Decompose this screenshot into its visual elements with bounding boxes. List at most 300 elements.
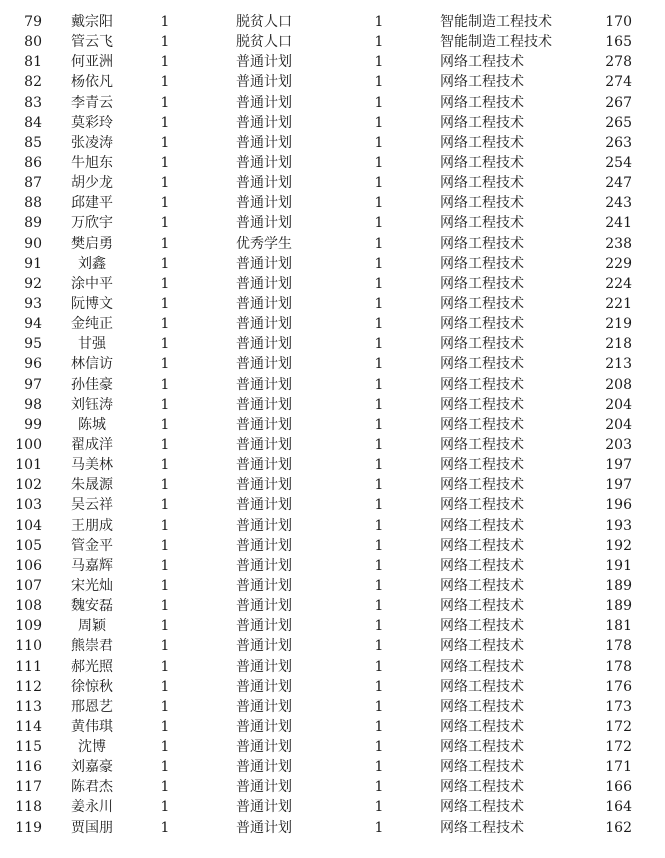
row-number: 115 <box>15 739 42 756</box>
row-number: 81 <box>24 54 42 71</box>
table-row <box>0 415 665 435</box>
major-name: 网络工程技术 <box>440 336 524 353</box>
admission-type: 普通计划 <box>236 134 292 151</box>
student-name: 胡少龙 <box>71 175 113 192</box>
table-row <box>0 717 665 737</box>
admission-type: 普通计划 <box>236 718 292 735</box>
major-name: 网络工程技术 <box>440 577 524 594</box>
score: 192 <box>605 537 632 554</box>
count-b: 1 <box>374 557 384 574</box>
table-row <box>0 12 665 32</box>
row-number: 83 <box>24 94 42 111</box>
major-name: 网络工程技术 <box>440 215 524 232</box>
score: 213 <box>605 356 632 373</box>
count-a: 1 <box>160 54 170 71</box>
table-row <box>0 657 665 677</box>
student-name: 沈博 <box>78 739 106 756</box>
table-row <box>0 254 665 274</box>
table-row <box>0 72 665 92</box>
table-row <box>0 173 665 193</box>
admission-type: 普通计划 <box>236 54 292 71</box>
student-name: 熊崇君 <box>71 638 113 655</box>
student-name: 戴宗阳 <box>71 14 113 30</box>
table-row <box>0 576 665 596</box>
row-number: 84 <box>24 114 42 131</box>
count-b: 1 <box>374 819 384 836</box>
admission-type: 普通计划 <box>236 336 292 353</box>
row-number: 88 <box>24 195 42 212</box>
admission-type: 普通计划 <box>236 598 292 615</box>
student-name: 翟成洋 <box>71 436 113 453</box>
major-name: 网络工程技术 <box>440 54 524 71</box>
row-number: 90 <box>24 235 42 252</box>
score: 171 <box>605 759 632 776</box>
major-name: 网络工程技术 <box>440 114 524 131</box>
score: 197 <box>605 477 632 494</box>
table-row <box>0 354 665 374</box>
admission-type: 普通计划 <box>236 678 292 695</box>
count-b: 1 <box>374 195 384 212</box>
major-name: 网络工程技术 <box>440 154 524 171</box>
count-a: 1 <box>160 658 170 675</box>
row-number: 95 <box>24 336 42 353</box>
count-a: 1 <box>160 517 170 534</box>
admission-type: 脱贫人口 <box>236 14 292 30</box>
score: 178 <box>605 638 632 655</box>
admission-type: 普通计划 <box>236 114 292 131</box>
major-name: 网络工程技术 <box>440 416 524 433</box>
count-b: 1 <box>374 779 384 796</box>
count-a: 1 <box>160 638 170 655</box>
row-number: 104 <box>15 517 42 534</box>
major-name: 网络工程技术 <box>440 74 524 91</box>
table-row <box>0 334 665 354</box>
count-a: 1 <box>160 154 170 171</box>
count-a: 1 <box>160 295 170 312</box>
admission-type: 普通计划 <box>236 356 292 373</box>
admission-type: 普通计划 <box>236 316 292 333</box>
row-number: 102 <box>15 477 42 494</box>
row-number: 94 <box>24 316 42 333</box>
table-row <box>0 677 665 697</box>
student-name: 邱建平 <box>71 195 113 212</box>
table-row <box>0 536 665 556</box>
count-a: 1 <box>160 316 170 333</box>
row-number: 100 <box>15 436 42 453</box>
count-a: 1 <box>160 759 170 776</box>
score: 170 <box>605 14 632 30</box>
table-row <box>0 757 665 777</box>
score: 162 <box>605 819 632 836</box>
row-number: 106 <box>15 557 42 574</box>
count-a: 1 <box>160 678 170 695</box>
row-number: 91 <box>24 255 42 272</box>
admission-list-table <box>0 12 665 838</box>
student-name: 金纯正 <box>71 316 113 333</box>
row-number: 101 <box>15 457 42 474</box>
table-row <box>0 93 665 113</box>
count-b: 1 <box>374 759 384 776</box>
student-name: 陈君杰 <box>71 779 113 796</box>
table-row <box>0 516 665 536</box>
score: 254 <box>605 154 632 171</box>
row-number: 79 <box>24 14 42 30</box>
row-number: 113 <box>15 698 42 715</box>
student-name: 吴云祥 <box>71 497 113 514</box>
count-b: 1 <box>374 416 384 433</box>
table-row <box>0 113 665 133</box>
score: 178 <box>605 658 632 675</box>
score: 172 <box>605 718 632 735</box>
count-a: 1 <box>160 215 170 232</box>
row-number: 119 <box>15 819 42 836</box>
row-number: 116 <box>15 759 42 776</box>
score: 189 <box>605 577 632 594</box>
score: 197 <box>605 457 632 474</box>
score: 172 <box>605 739 632 756</box>
score: 267 <box>605 94 632 111</box>
count-b: 1 <box>374 356 384 373</box>
admission-type: 普通计划 <box>236 577 292 594</box>
student-name: 林信访 <box>71 356 113 373</box>
count-b: 1 <box>374 376 384 393</box>
row-number: 114 <box>15 718 42 735</box>
count-b: 1 <box>374 457 384 474</box>
table-row <box>0 596 665 616</box>
major-name: 网络工程技术 <box>440 376 524 393</box>
score: 189 <box>605 598 632 615</box>
count-b: 1 <box>374 74 384 91</box>
admission-type: 普通计划 <box>236 759 292 776</box>
count-a: 1 <box>160 457 170 474</box>
student-name: 徐惊秋 <box>71 678 113 695</box>
major-name: 网络工程技术 <box>440 255 524 272</box>
count-a: 1 <box>160 175 170 192</box>
count-a: 1 <box>160 134 170 151</box>
count-b: 1 <box>374 336 384 353</box>
student-name: 张凌涛 <box>71 134 113 151</box>
student-name: 马美林 <box>71 457 113 474</box>
admission-type: 普通计划 <box>236 255 292 272</box>
count-a: 1 <box>160 114 170 131</box>
student-name: 涂中平 <box>71 275 113 292</box>
score: 219 <box>605 316 632 333</box>
table-row <box>0 475 665 495</box>
count-b: 1 <box>374 497 384 514</box>
major-name: 网络工程技术 <box>440 396 524 413</box>
table-row <box>0 455 665 475</box>
score: 166 <box>605 779 632 796</box>
table-row <box>0 495 665 515</box>
row-number: 105 <box>15 537 42 554</box>
admission-type: 优秀学生 <box>236 235 292 252</box>
admission-type: 普通计划 <box>236 175 292 192</box>
student-name: 贾国朋 <box>71 819 113 836</box>
student-name: 魏安磊 <box>71 598 113 615</box>
row-number: 87 <box>24 175 42 192</box>
admission-type: 普通计划 <box>236 477 292 494</box>
count-b: 1 <box>374 436 384 453</box>
count-b: 1 <box>374 215 384 232</box>
row-number: 92 <box>24 275 42 292</box>
major-name: 网络工程技术 <box>440 436 524 453</box>
major-name: 智能制造工程技术 <box>440 14 552 30</box>
student-name: 阮博文 <box>71 295 113 312</box>
student-name: 甘强 <box>78 336 106 353</box>
score: 274 <box>605 74 632 91</box>
score: 238 <box>605 235 632 252</box>
table-row <box>0 737 665 757</box>
row-number: 108 <box>15 598 42 615</box>
count-b: 1 <box>374 34 384 51</box>
table-row <box>0 797 665 817</box>
major-name: 网络工程技术 <box>440 356 524 373</box>
count-a: 1 <box>160 618 170 635</box>
count-a: 1 <box>160 477 170 494</box>
row-number: 80 <box>24 34 42 51</box>
score: 263 <box>605 134 632 151</box>
table-row <box>0 133 665 153</box>
admission-type: 普通计划 <box>236 658 292 675</box>
count-b: 1 <box>374 598 384 615</box>
major-name: 网络工程技术 <box>440 739 524 756</box>
count-b: 1 <box>374 235 384 252</box>
student-name: 刘钰涛 <box>71 396 113 413</box>
major-name: 智能制造工程技术 <box>440 34 552 51</box>
count-b: 1 <box>374 396 384 413</box>
table-row <box>0 294 665 314</box>
count-a: 1 <box>160 557 170 574</box>
admission-type: 普通计划 <box>236 416 292 433</box>
count-b: 1 <box>374 618 384 635</box>
major-name: 网络工程技术 <box>440 658 524 675</box>
count-b: 1 <box>374 739 384 756</box>
student-name: 万欣宇 <box>71 215 113 232</box>
count-a: 1 <box>160 598 170 615</box>
row-number: 111 <box>15 658 42 675</box>
student-name: 刘嘉豪 <box>71 759 113 776</box>
student-name: 黄伟琪 <box>71 718 113 735</box>
table-row <box>0 274 665 294</box>
count-a: 1 <box>160 376 170 393</box>
score: 229 <box>605 255 632 272</box>
major-name: 网络工程技术 <box>440 134 524 151</box>
count-b: 1 <box>374 477 384 494</box>
count-b: 1 <box>374 275 384 292</box>
admission-type: 普通计划 <box>236 94 292 111</box>
count-a: 1 <box>160 235 170 252</box>
table-row <box>0 193 665 213</box>
score: 196 <box>605 497 632 514</box>
admission-type: 普通计划 <box>236 457 292 474</box>
count-b: 1 <box>374 517 384 534</box>
admission-type: 普通计划 <box>236 215 292 232</box>
count-a: 1 <box>160 819 170 836</box>
admission-type: 普通计划 <box>236 396 292 413</box>
score: 165 <box>605 34 632 51</box>
count-b: 1 <box>374 14 384 30</box>
count-a: 1 <box>160 698 170 715</box>
count-a: 1 <box>160 739 170 756</box>
row-number: 86 <box>24 154 42 171</box>
table-row <box>0 395 665 415</box>
row-number: 110 <box>15 638 42 655</box>
major-name: 网络工程技术 <box>440 598 524 615</box>
admission-type: 普通计划 <box>236 819 292 836</box>
count-a: 1 <box>160 577 170 594</box>
score: 164 <box>605 799 632 816</box>
table-row <box>0 636 665 656</box>
count-a: 1 <box>160 336 170 353</box>
count-b: 1 <box>374 154 384 171</box>
score: 193 <box>605 517 632 534</box>
admission-type: 普通计划 <box>236 436 292 453</box>
table-row <box>0 818 665 838</box>
student-name: 管云飞 <box>71 34 113 51</box>
row-number: 99 <box>24 416 42 433</box>
count-a: 1 <box>160 275 170 292</box>
major-name: 网络工程技术 <box>440 678 524 695</box>
major-name: 网络工程技术 <box>440 537 524 554</box>
count-b: 1 <box>374 718 384 735</box>
count-b: 1 <box>374 316 384 333</box>
student-name: 孙佳豪 <box>71 376 113 393</box>
admission-type: 普通计划 <box>236 295 292 312</box>
count-a: 1 <box>160 195 170 212</box>
score: 241 <box>605 215 632 232</box>
count-b: 1 <box>374 255 384 272</box>
count-b: 1 <box>374 537 384 554</box>
student-name: 陈城 <box>78 416 106 433</box>
admission-type: 普通计划 <box>236 275 292 292</box>
student-name: 宋光灿 <box>71 577 113 594</box>
row-number: 97 <box>24 376 42 393</box>
student-name: 樊启勇 <box>71 235 113 252</box>
major-name: 网络工程技术 <box>440 517 524 534</box>
row-number: 96 <box>24 356 42 373</box>
table-row <box>0 777 665 797</box>
count-b: 1 <box>374 114 384 131</box>
admission-type: 普通计划 <box>236 618 292 635</box>
admission-type: 普通计划 <box>236 497 292 514</box>
count-b: 1 <box>374 638 384 655</box>
major-name: 网络工程技术 <box>440 799 524 816</box>
count-b: 1 <box>374 799 384 816</box>
admission-type: 普通计划 <box>236 779 292 796</box>
student-name: 马嘉辉 <box>71 557 113 574</box>
count-a: 1 <box>160 436 170 453</box>
score: 181 <box>605 618 632 635</box>
count-b: 1 <box>374 94 384 111</box>
student-name: 邢恩艺 <box>71 698 113 715</box>
table-row <box>0 213 665 233</box>
major-name: 网络工程技术 <box>440 759 524 776</box>
table-row <box>0 314 665 334</box>
major-name: 网络工程技术 <box>440 195 524 212</box>
admission-type: 普通计划 <box>236 154 292 171</box>
admission-type: 脱贫人口 <box>236 34 292 51</box>
major-name: 网络工程技术 <box>440 235 524 252</box>
admission-type: 普通计划 <box>236 638 292 655</box>
count-b: 1 <box>374 577 384 594</box>
count-b: 1 <box>374 54 384 71</box>
count-b: 1 <box>374 678 384 695</box>
table-row <box>0 375 665 395</box>
major-name: 网络工程技术 <box>440 557 524 574</box>
major-name: 网络工程技术 <box>440 718 524 735</box>
row-number: 112 <box>15 678 42 695</box>
student-name: 刘鑫 <box>78 255 106 272</box>
major-name: 网络工程技术 <box>440 638 524 655</box>
score: 203 <box>605 436 632 453</box>
major-name: 网络工程技术 <box>440 497 524 514</box>
count-a: 1 <box>160 799 170 816</box>
admission-type: 普通计划 <box>236 517 292 534</box>
row-number: 117 <box>15 779 42 796</box>
admission-type: 普通计划 <box>236 799 292 816</box>
count-b: 1 <box>374 175 384 192</box>
count-a: 1 <box>160 34 170 51</box>
admission-type: 普通计划 <box>236 537 292 554</box>
admission-type: 普通计划 <box>236 195 292 212</box>
admission-type: 普通计划 <box>236 557 292 574</box>
score: 278 <box>605 54 632 71</box>
major-name: 网络工程技术 <box>440 698 524 715</box>
admission-type: 普通计划 <box>236 376 292 393</box>
score: 221 <box>605 295 632 312</box>
row-number: 98 <box>24 396 42 413</box>
score: 224 <box>605 275 632 292</box>
student-name: 周颖 <box>78 618 106 635</box>
student-name: 郝光照 <box>71 658 113 675</box>
row-number: 103 <box>15 497 42 514</box>
score: 243 <box>605 195 632 212</box>
major-name: 网络工程技术 <box>440 94 524 111</box>
row-number: 82 <box>24 74 42 91</box>
score: 191 <box>605 557 632 574</box>
count-a: 1 <box>160 537 170 554</box>
row-number: 118 <box>15 799 42 816</box>
table-row <box>0 616 665 636</box>
count-a: 1 <box>160 396 170 413</box>
count-a: 1 <box>160 74 170 91</box>
student-name: 李青云 <box>71 94 113 111</box>
count-b: 1 <box>374 134 384 151</box>
admission-type: 普通计划 <box>236 74 292 91</box>
table-row <box>0 32 665 52</box>
student-name: 牛旭东 <box>71 154 113 171</box>
admission-type: 普通计划 <box>236 698 292 715</box>
row-number: 107 <box>15 577 42 594</box>
table-row <box>0 153 665 173</box>
table-row <box>0 52 665 72</box>
table-row <box>0 556 665 576</box>
table-row <box>0 435 665 455</box>
student-name: 王朋成 <box>71 517 113 534</box>
score: 247 <box>605 175 632 192</box>
student-name: 杨依凡 <box>71 74 113 91</box>
row-number: 85 <box>24 134 42 151</box>
count-a: 1 <box>160 255 170 272</box>
major-name: 网络工程技术 <box>440 819 524 836</box>
count-b: 1 <box>374 295 384 312</box>
score: 218 <box>605 336 632 353</box>
major-name: 网络工程技术 <box>440 618 524 635</box>
score: 204 <box>605 416 632 433</box>
count-a: 1 <box>160 356 170 373</box>
row-number: 89 <box>24 215 42 232</box>
count-b: 1 <box>374 658 384 675</box>
